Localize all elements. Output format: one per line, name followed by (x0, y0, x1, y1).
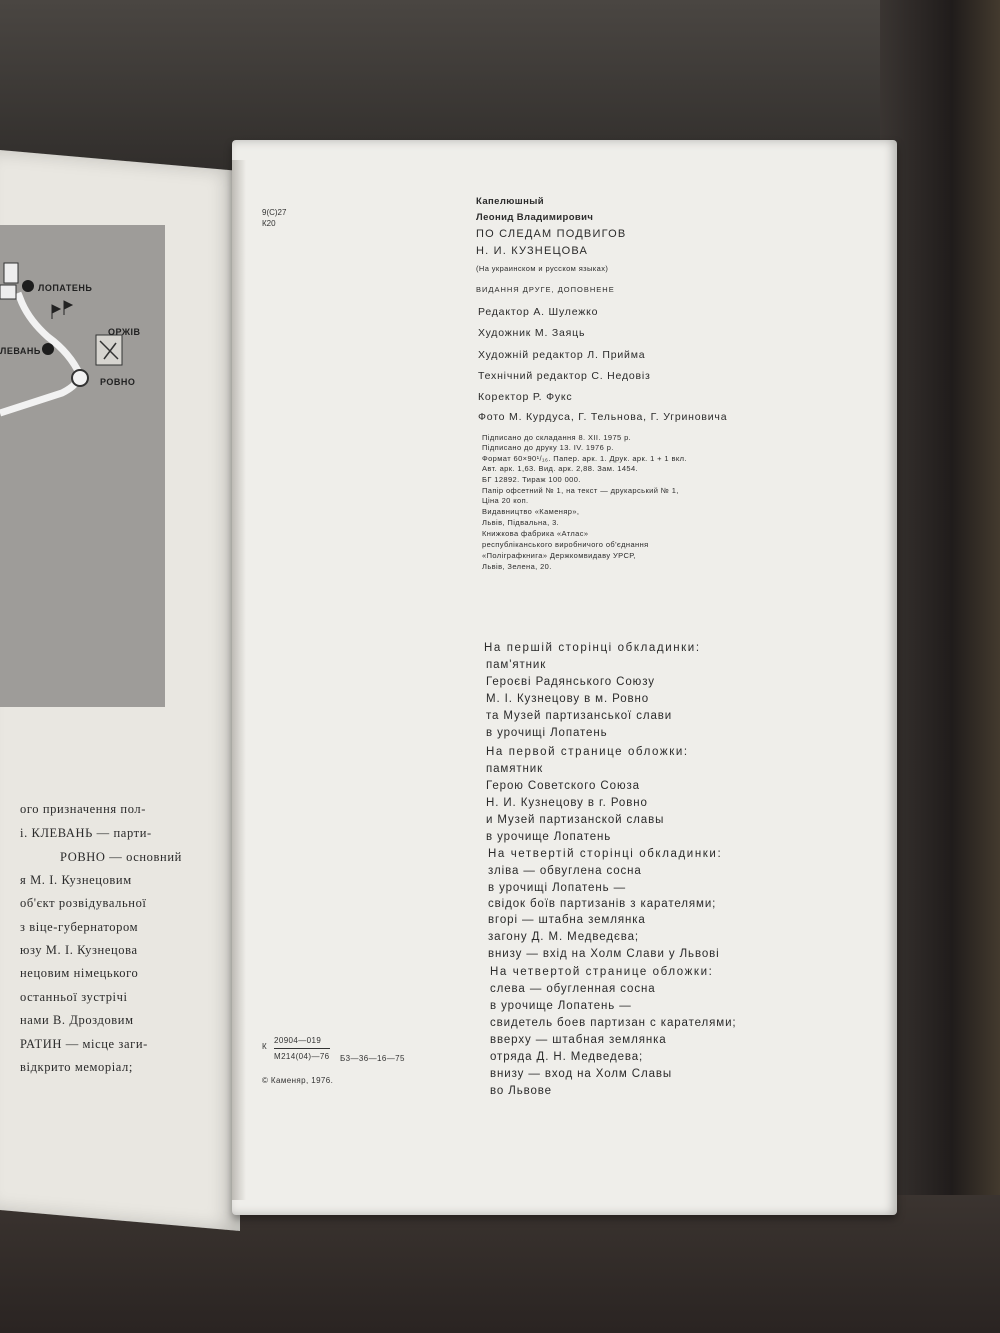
imprint-line: Львів, Підвальна, 3. (482, 518, 560, 527)
left-text-line: з віце-губернатором (20, 920, 139, 934)
credit-line: Художник М. Заяць (478, 327, 586, 339)
cover-note-line: та Музей партизанської слави (486, 710, 673, 722)
cover-note-line: слева — обугленная сосна (490, 983, 656, 995)
imprint-line: Папір офсетний № 1, на текст — друкарський № 1, (482, 486, 679, 495)
credit-line: Редактор А. Шулежко (478, 306, 599, 318)
imprint-line: Видавництво «Каменяр», (482, 507, 580, 516)
credit-line: Художній редактор Л. Прийма (478, 349, 646, 361)
imprint-line: Книжкова фабрика «Атлас» (482, 529, 589, 538)
edition-label: ВИДАННЯ ДРУГЕ, ДОПОВНЕНЕ (476, 285, 615, 294)
imprint-line: «Поліграфкнига» Держкомвидаву УРСР, (482, 551, 636, 560)
cover-note-line: памятник (486, 763, 544, 775)
cover-note-header: На першій сторінці обкладинки: (484, 642, 701, 654)
map-marker (42, 343, 54, 355)
catalog-code: Б3—36—16—75 (340, 1054, 405, 1063)
background-right (880, 0, 1000, 1333)
book-title-line: ПО СЛЕДАМ ПОДВИГОВ (476, 228, 627, 240)
credit-line: Технічний редактор С. Недовіз (478, 370, 651, 382)
left-text-line: відкрито меморіал; (20, 1060, 133, 1074)
map-illustration (0, 225, 165, 707)
map-label: ОРЖІВ (108, 327, 141, 337)
imprint-line: Підписано до друку 13. IV. 1976 р. (482, 443, 614, 452)
cover-note-line: загону Д. М. Медведєва; (488, 931, 639, 943)
left-text-line: я М. І. Кузнецовим (20, 873, 132, 887)
cover-note-line: свидетель боев партизан с карателями; (490, 1017, 737, 1029)
left-text-line: ого призначення пол- (20, 802, 147, 816)
imprint-line: Авт. арк. 1,63. Вид. арк. 2,88. Зам. 1454. (482, 464, 639, 473)
book-title-line: Н. И. КУЗНЕЦОВА (476, 245, 589, 257)
map-label: ЛЕВАНЬ (0, 346, 41, 356)
cover-note-line: Героєві Радянського Союзу (486, 676, 655, 688)
cover-note-header: На первой странице обложки: (486, 746, 689, 758)
copyright-line: © Каменяр, 1976. (262, 1076, 334, 1085)
cover-note-line: пам'ятник (486, 659, 547, 671)
cover-note-line: внизу — вход на Холм Славы (490, 1068, 673, 1080)
left-text-line: РАТИН — місце заги- (20, 1037, 148, 1051)
book-spine (232, 160, 246, 1200)
route-map-icon (0, 225, 165, 707)
cover-note-line: вгорі — штабна землянка (488, 914, 646, 926)
left-text-line: і. КЛЕВАНЬ — парти- (20, 826, 152, 840)
imprint-line: БГ 12892. Тираж 100 000. (482, 475, 581, 484)
cover-note-line: в урочищі Лопатень — (488, 882, 626, 894)
cover-note-line: зліва — обвуглена сосна (488, 865, 642, 877)
cover-note-line: вверху — штабная землянка (490, 1034, 667, 1046)
map-label: ЛОПАТЕНЬ (38, 283, 93, 293)
cover-note-line: в урочищі Лопатень (486, 727, 608, 739)
credit-line: Фото М. Курдуса, Г. Тельнова, Г. Угриновича (478, 411, 728, 423)
left-text-line: юзу М. І. Кузнецова (20, 943, 138, 957)
left-text-line: РОВНО — основний (60, 850, 182, 864)
cover-note-line: во Львове (490, 1085, 552, 1097)
catalog-k-letter: К (262, 1042, 268, 1051)
cover-note-line: Герою Советского Союза (486, 780, 640, 792)
cover-note-header: На четвертой странице обложки: (490, 966, 714, 978)
imprint-line: Формат 60×90¹/₁₆. Папер. арк. 1. Друк. арк. 1 + 1 вкл. (482, 454, 687, 463)
imprint-line: республіканського виробничого об'єднання (482, 540, 649, 549)
cover-note-header: На четвертій сторінці обкладинки: (488, 848, 723, 860)
cover-note-line: Н. И. Кузнецову в г. Ровно (486, 797, 648, 809)
author-surname: Капелюшный (476, 196, 544, 207)
author-name: Леонид Владимирович (476, 212, 594, 223)
imprint-line: Ціна 20 коп. (482, 496, 529, 505)
language-note: (На украинском и русском языках) (476, 264, 609, 273)
cover-note-line: в урочище Лопатень (486, 831, 612, 843)
left-text-line: останньої зустрічі (20, 990, 128, 1004)
left-text-line: об'єкт розвідувальної (20, 896, 147, 910)
classification-code: К20 (262, 219, 276, 228)
cover-note-line: отряда Д. Н. Медведева; (490, 1051, 644, 1063)
left-text-line: нецовим німецького (20, 966, 139, 980)
cover-note-line: и Музей партизанской славы (486, 814, 665, 826)
cover-note-line: внизу — вхід на Холм Слави у Львові (488, 948, 720, 960)
cover-note-line: в урочище Лопатень — (490, 1000, 632, 1012)
left-text-line: нами В. Дроздовим (20, 1013, 134, 1027)
cover-note-line: М. І. Кузнецову в м. Ровно (486, 693, 650, 705)
credit-line: Коректор Р. Фукс (478, 391, 573, 403)
map-label: РОВНО (100, 377, 136, 387)
classification-code: 9(С)27 (262, 208, 287, 217)
cover-note-line: свідок боїв партизанів з карателями; (488, 898, 717, 910)
catalog-fraction-top: 20904—019 (274, 1036, 322, 1045)
catalog-fraction-bottom: М214(04)—76 (274, 1052, 330, 1061)
imprint-line: Підписано до складання 8. XII. 1975 р. (482, 433, 632, 442)
map-marker (22, 280, 34, 292)
imprint-line: Львів, Зелена, 20. (482, 562, 552, 571)
fraction-bar (274, 1048, 330, 1049)
